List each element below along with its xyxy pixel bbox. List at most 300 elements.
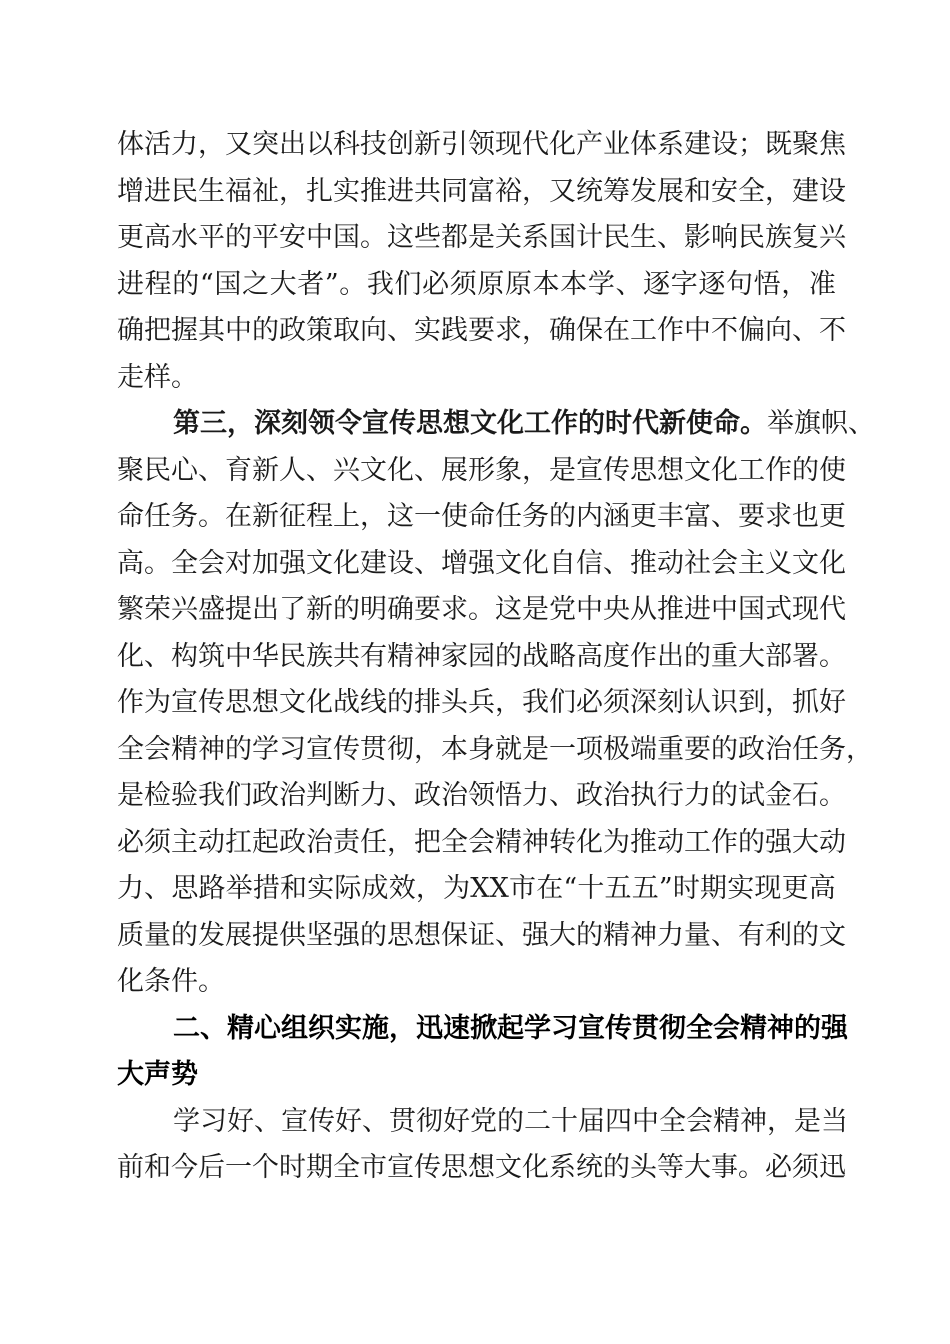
- glyph: 族: [765, 222, 792, 253]
- glyph: 确: [117, 315, 144, 346]
- lead-glyph: 传: [389, 408, 416, 439]
- glyph: 会: [198, 547, 225, 579]
- lead-glyph: 令: [335, 408, 362, 439]
- glyph: 思: [387, 919, 414, 951]
- glyph: 计: [576, 222, 603, 253]
- glyph: 建: [792, 175, 819, 207]
- glyph: ，: [198, 129, 225, 160]
- glyph: 宣: [576, 454, 603, 486]
- glyph: 建: [360, 547, 387, 579]
- glyph: 力: [360, 780, 387, 811]
- glyph: 共: [414, 175, 441, 207]
- glyph: ，: [522, 175, 549, 207]
- glyph: 学: [252, 733, 279, 765]
- glyph: 使: [441, 501, 468, 532]
- glyph: 悟: [753, 268, 781, 300]
- glyph: 政: [576, 780, 603, 811]
- glyph: 掀: [470, 1012, 497, 1044]
- text-line: [117, 913, 846, 960]
- glyph: 组: [281, 1012, 308, 1044]
- glyph: 要: [738, 501, 765, 532]
- glyph: 中: [306, 222, 333, 253]
- glyph: 。: [738, 1152, 765, 1183]
- glyph: 象: [495, 454, 522, 486]
- lead-glyph: 思: [416, 408, 443, 439]
- glyph: 要: [684, 733, 711, 765]
- glyph: 国: [549, 222, 576, 253]
- glyph: 本: [532, 268, 560, 300]
- glyph: 思: [441, 1152, 468, 1183]
- glyph: 全: [333, 1152, 360, 1183]
- glyph: 一: [414, 501, 441, 532]
- glyph: 的: [225, 222, 252, 253]
- glyph: 须: [603, 687, 630, 718]
- glyph: 心: [171, 454, 198, 486]
- glyph: 作: [630, 640, 657, 672]
- glyph: 中: [711, 594, 738, 625]
- glyph: 化: [819, 547, 846, 579]
- glyph: 这: [387, 501, 414, 532]
- glyph: 策: [306, 315, 333, 346]
- glyph: 践: [441, 315, 468, 346]
- glyph: 系: [657, 129, 684, 160]
- text-line: [117, 587, 846, 634]
- glyph: 业: [603, 129, 630, 160]
- glyph: 都: [441, 222, 468, 253]
- glyph: 和: [144, 1152, 171, 1183]
- text-line: [117, 541, 846, 588]
- glyph: 全: [659, 1105, 686, 1137]
- glyph: 平: [198, 222, 225, 253]
- glyph: 新: [414, 129, 441, 160]
- glyph: 突: [252, 129, 279, 160]
- glyph: 强: [279, 547, 306, 579]
- glyph: 中: [684, 315, 711, 346]
- glyph: 。: [339, 268, 367, 300]
- glyph: 提: [252, 919, 279, 951]
- glyph: 力: [171, 129, 198, 160]
- glyph: 出: [279, 129, 306, 160]
- glyph: 执: [630, 780, 657, 811]
- glyph: 本: [560, 268, 588, 300]
- glyph: 民: [171, 175, 198, 207]
- glyph: 。: [198, 501, 225, 532]
- glyph: 责: [333, 826, 360, 858]
- section-heading: [117, 1006, 848, 1099]
- glyph: 大: [549, 919, 576, 951]
- glyph: 今: [171, 1152, 198, 1183]
- glyph: 是: [117, 780, 144, 811]
- glyph: 程: [144, 268, 172, 300]
- glyph: 、: [362, 1105, 389, 1137]
- glyph: 新: [252, 501, 279, 532]
- glyph: ，: [360, 501, 387, 532]
- glyph: 统: [576, 175, 603, 207]
- glyph: 的: [603, 1152, 630, 1183]
- glyph: 又: [225, 129, 252, 160]
- glyph: 想: [252, 687, 279, 718]
- glyph: 传: [198, 687, 225, 718]
- glyph: ，: [781, 268, 809, 300]
- glyph: 十: [577, 873, 605, 904]
- glyph: 效: [388, 873, 416, 904]
- glyph: 行: [657, 780, 684, 811]
- glyph: 、: [711, 919, 738, 951]
- glyph: 织: [308, 1012, 335, 1044]
- lead-glyph: ，: [227, 408, 254, 439]
- glyph: 治: [765, 733, 792, 765]
- glyph: 丰: [657, 501, 684, 532]
- glyph: 习: [200, 1105, 227, 1137]
- glyph: 华: [252, 640, 279, 672]
- glyph: 民: [738, 222, 765, 253]
- glyph: 更: [630, 501, 657, 532]
- text-line: [117, 680, 846, 727]
- glyph: 头: [441, 687, 468, 718]
- glyph: 平: [252, 222, 279, 253]
- glyph: 识: [711, 687, 738, 718]
- lead-glyph: 深: [254, 408, 281, 439]
- glyph: 字: [670, 268, 698, 300]
- glyph: 是: [468, 222, 495, 253]
- glyph: 必: [117, 826, 144, 858]
- glyph: 有: [738, 919, 765, 951]
- glyph: 高: [144, 222, 171, 253]
- glyph: 筑: [198, 640, 225, 672]
- text-line: [117, 634, 846, 681]
- glyph: 心: [254, 1012, 281, 1044]
- glyph: 强: [765, 826, 792, 858]
- glyph: 任: [144, 501, 171, 532]
- glyph: 设: [819, 175, 846, 207]
- glyph: 为: [603, 826, 630, 858]
- document-text-body: [117, 122, 875, 1192]
- text-line: [117, 1099, 848, 1146]
- glyph: 进: [117, 268, 144, 300]
- glyph: 实: [333, 175, 360, 207]
- glyph: 、: [603, 547, 630, 579]
- glyph: 筹: [603, 175, 630, 207]
- glyph: 、: [549, 780, 576, 811]
- glyph: 作: [657, 315, 684, 346]
- glyph: 文: [819, 919, 846, 951]
- glyph: 的: [792, 919, 819, 951]
- glyph: 政: [252, 780, 279, 811]
- glyph: 项: [576, 733, 603, 765]
- glyph: 好: [819, 687, 846, 718]
- glyph: 化: [522, 547, 549, 579]
- glyph: 政: [414, 780, 441, 811]
- glyph: 影: [684, 222, 711, 253]
- glyph: 务: [522, 501, 549, 532]
- glyph: 兴: [171, 594, 198, 625]
- glyph: 响: [711, 222, 738, 253]
- glyph: 我: [522, 687, 549, 718]
- glyph: ，: [414, 733, 441, 765]
- glyph: 传: [414, 1152, 441, 1183]
- glyph: 我: [198, 780, 225, 811]
- glyph: 繁: [117, 594, 144, 625]
- lead-glyph: 刻: [281, 408, 308, 439]
- glyph: 贯: [389, 1105, 416, 1137]
- glyph: 加: [252, 547, 279, 579]
- glyph: ，: [846, 733, 873, 765]
- glyph: 实: [414, 315, 441, 346]
- glyph: 重: [657, 733, 684, 765]
- glyph: 判: [306, 780, 333, 811]
- glyph: 前: [117, 1152, 144, 1183]
- glyph: 的: [684, 640, 711, 672]
- glyph: 举: [767, 408, 794, 439]
- glyph: 身: [468, 733, 495, 765]
- glyph: 宣: [281, 1105, 308, 1137]
- glyph: 裕: [495, 175, 522, 207]
- glyph: 有: [360, 640, 387, 672]
- glyph: 必: [576, 687, 603, 718]
- glyph: 育: [225, 454, 252, 486]
- glyph: 荣: [144, 594, 171, 625]
- glyph: 任: [495, 501, 522, 532]
- glyph: 化: [549, 129, 576, 160]
- glyph: 是: [549, 454, 576, 486]
- glyph: 部: [765, 640, 792, 672]
- glyph: 传: [333, 733, 360, 765]
- glyph: 要: [468, 315, 495, 346]
- glyph: 会: [144, 733, 171, 765]
- glyph: 、: [414, 454, 441, 486]
- glyph: 国: [333, 222, 360, 253]
- glyph: 神: [522, 826, 549, 858]
- glyph: 建: [684, 129, 711, 160]
- glyph: 是: [522, 733, 549, 765]
- glyph: 当: [821, 1105, 848, 1137]
- glyph: ，: [279, 175, 306, 207]
- glyph: 作: [117, 687, 144, 718]
- glyph: 中: [225, 640, 252, 672]
- glyph: 深: [630, 687, 657, 718]
- glyph: 代: [819, 594, 846, 625]
- glyph: 的: [252, 315, 279, 346]
- text-line: [117, 866, 836, 913]
- glyph: 全: [441, 826, 468, 858]
- glyph: 高: [808, 873, 836, 904]
- glyph: 旗: [794, 408, 821, 439]
- glyph: 主: [171, 826, 198, 858]
- glyph: 好: [443, 1105, 470, 1137]
- glyph: 作: [765, 454, 792, 486]
- glyph: 成: [361, 873, 389, 904]
- glyph: 会: [711, 547, 738, 579]
- text-line: [117, 169, 846, 216]
- glyph: 市: [360, 1152, 387, 1183]
- glyph: 现: [792, 594, 819, 625]
- glyph: 坚: [306, 919, 333, 951]
- glyph: 活: [144, 129, 171, 160]
- glyph: X: [470, 873, 490, 904]
- glyph: 、: [387, 780, 414, 811]
- glyph: 断: [333, 780, 360, 811]
- glyph: 质: [117, 919, 144, 951]
- glyph: 力: [684, 780, 711, 811]
- glyph: “: [563, 873, 578, 904]
- glyph: ，: [387, 826, 414, 858]
- glyph: 化: [387, 454, 414, 486]
- glyph: 化: [117, 640, 144, 672]
- glyph: 要: [414, 594, 441, 625]
- glyph: 的: [387, 687, 414, 718]
- glyph: 祉: [252, 175, 279, 207]
- glyph: 的: [172, 268, 200, 300]
- glyph: ；: [738, 129, 765, 160]
- glyph: 进: [387, 175, 414, 207]
- lead-glyph: 想: [443, 408, 470, 439]
- glyph: 发: [630, 175, 657, 207]
- lead-glyph: 三: [200, 408, 227, 439]
- glyph: 个: [252, 1152, 279, 1183]
- glyph: 。: [819, 780, 846, 811]
- glyph: 抓: [792, 687, 819, 718]
- glyph: 新: [306, 594, 333, 625]
- glyph: 推: [360, 175, 387, 207]
- glyph: 头: [630, 1152, 657, 1183]
- glyph: 五: [604, 873, 632, 904]
- glyph: 的: [171, 919, 198, 951]
- glyph: 自: [549, 547, 576, 579]
- glyph: 金: [765, 780, 792, 811]
- glyph: ，: [767, 1105, 794, 1137]
- glyph: 就: [495, 733, 522, 765]
- glyph: 治: [306, 826, 333, 858]
- lead-glyph: 命: [713, 408, 740, 439]
- glyph: 动: [657, 826, 684, 858]
- glyph: 强: [522, 919, 549, 951]
- glyph: 更: [117, 222, 144, 253]
- glyph: 神: [767, 1012, 794, 1044]
- glyph: X: [489, 873, 509, 904]
- text-line: [117, 820, 846, 867]
- glyph: 工: [738, 454, 765, 486]
- glyph: 宣: [306, 733, 333, 765]
- glyph: 中: [225, 315, 252, 346]
- glyph: 四: [605, 1105, 632, 1137]
- glyph: 之: [241, 268, 269, 300]
- text-line: [117, 494, 846, 541]
- glyph: 人: [279, 454, 306, 486]
- glyph: 一: [549, 733, 576, 765]
- glyph: 大: [269, 268, 297, 300]
- glyph: 推: [657, 594, 684, 625]
- glyph: ，: [522, 454, 549, 486]
- glyph: 的: [794, 1012, 821, 1044]
- glyph: ，: [415, 873, 443, 904]
- glyph: 。: [819, 640, 846, 672]
- glyph: 些: [414, 222, 441, 253]
- glyph: 命: [468, 501, 495, 532]
- glyph: 高: [576, 640, 603, 672]
- glyph: 文: [684, 454, 711, 486]
- glyph: 复: [792, 222, 819, 253]
- glyph: 战: [333, 687, 360, 718]
- glyph: 逐: [643, 268, 671, 300]
- glyph: 治: [441, 780, 468, 811]
- glyph: 务: [819, 733, 846, 765]
- glyph: 略: [549, 640, 576, 672]
- glyph: 神: [198, 733, 225, 765]
- glyph: 期: [306, 1152, 333, 1183]
- glyph: 迅: [819, 1152, 846, 1183]
- glyph: 实: [307, 873, 335, 904]
- glyph: 系: [549, 1152, 576, 1183]
- glyph: 的: [792, 454, 819, 486]
- glyph: 帜: [821, 408, 848, 439]
- lead-glyph: 领: [308, 408, 335, 439]
- text-line: [117, 308, 846, 355]
- text-line: [117, 401, 875, 448]
- glyph: 、: [495, 919, 522, 951]
- glyph: 强: [333, 919, 360, 951]
- glyph: 际: [334, 873, 362, 904]
- glyph: 对: [225, 547, 252, 579]
- glyph: 工: [684, 826, 711, 858]
- glyph: 的: [549, 501, 576, 532]
- glyph: 不: [711, 315, 738, 346]
- glyph: 治: [603, 780, 630, 811]
- glyph: 在: [225, 501, 252, 532]
- glyph: 、: [414, 547, 441, 579]
- glyph: 作: [711, 826, 738, 858]
- glyph: 全: [738, 175, 765, 207]
- glyph: 必: [765, 1152, 792, 1183]
- glyph: 展: [225, 919, 252, 951]
- glyph: 富: [468, 175, 495, 207]
- glyph: 增: [117, 175, 144, 207]
- glyph: 好: [227, 1105, 254, 1137]
- text-line: [117, 215, 846, 262]
- glyph: 精: [495, 826, 522, 858]
- glyph: 逐: [698, 268, 726, 300]
- glyph: 政: [279, 826, 306, 858]
- glyph: 兴: [819, 222, 846, 253]
- lead-glyph: 。: [740, 408, 767, 439]
- text-line: 走样。: [117, 361, 198, 393]
- glyph: 安: [711, 175, 738, 207]
- glyph: 排: [414, 687, 441, 718]
- glyph: 扎: [306, 175, 333, 207]
- glyph: 国: [214, 268, 242, 300]
- glyph: 确: [549, 315, 576, 346]
- glyph: 文: [306, 547, 333, 579]
- glyph: 把: [414, 826, 441, 858]
- glyph: 准: [808, 268, 836, 300]
- glyph: 、: [615, 268, 643, 300]
- glyph: 者: [297, 268, 325, 300]
- body-paragraph: [117, 1099, 848, 1192]
- glyph: 、: [200, 1012, 227, 1044]
- glyph: 悟: [495, 780, 522, 811]
- glyph: 事: [711, 1152, 738, 1183]
- glyph: 。: [144, 547, 171, 579]
- glyph: 引: [441, 129, 468, 160]
- glyph: 文: [792, 547, 819, 579]
- glyph: 保: [441, 919, 468, 951]
- glyph: 为: [443, 873, 471, 904]
- glyph: 构: [171, 640, 198, 672]
- glyph: 会: [713, 1012, 740, 1044]
- glyph: 是: [522, 594, 549, 625]
- glyph: 。: [360, 222, 387, 253]
- glyph: 极: [603, 733, 630, 765]
- glyph: 高: [117, 547, 144, 579]
